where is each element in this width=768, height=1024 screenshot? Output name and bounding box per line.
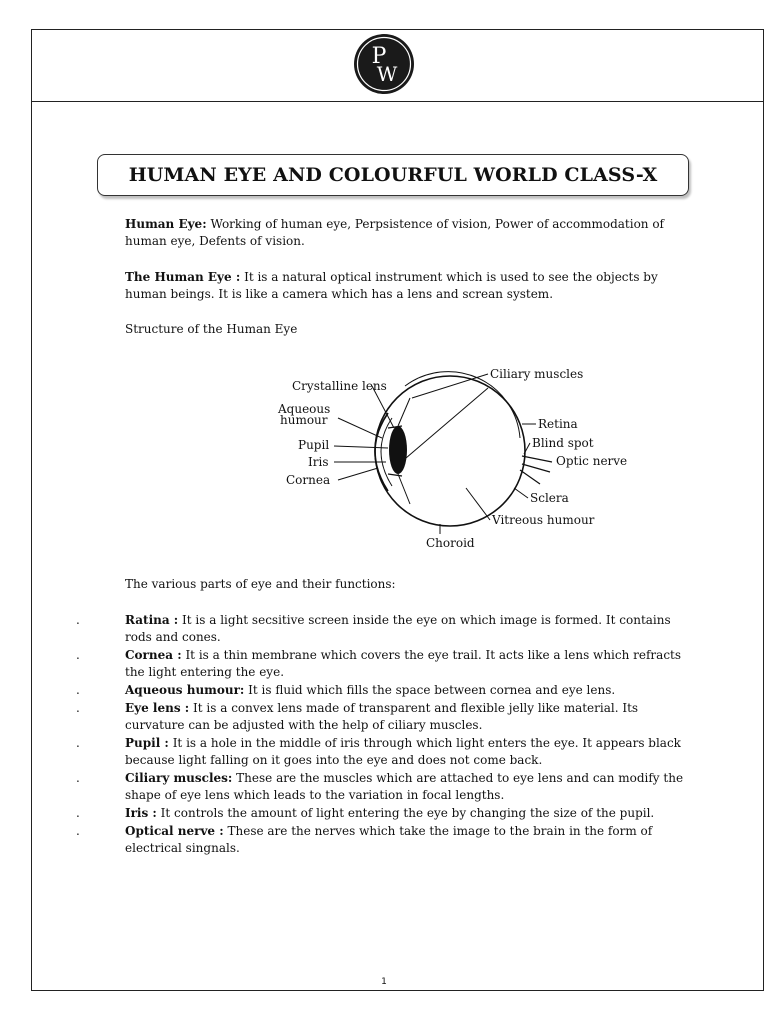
label-vitreous-humour: Vitreous humour (492, 513, 595, 527)
definition-text: It is a natural optical instrument which is used to see the objects by human beings. It is like a camera which has a lens and screan system. (125, 270, 658, 301)
label-pupil: Pupil (298, 438, 330, 452)
label-cornea: Cornea (286, 473, 331, 487)
logo-letter-w: W (376, 62, 398, 86)
list-item: . Eye lens : It is a convex lens made of transparent and flexible jelly like material. Its curvature can be adjusted with the help of ciliary muscles. (76, 701, 639, 732)
label-blind-spot: Blind spot (532, 436, 594, 450)
label-choroid: Choroid (426, 536, 475, 550)
parts-list (66, 612, 696, 858)
label-sclera: Sclera (530, 491, 569, 505)
page-number: 1 (381, 977, 387, 987)
list-item: . Optical nerve : These are the nerves which take the image to the brain in the form of electrical singnals. (76, 824, 653, 855)
intro-text: Working of human eye, Perpsistence of vision, Power of accommodation of human eye, Defents of vision. (125, 217, 665, 248)
title-banner (97, 154, 689, 196)
list-item: . Iris : It controls the amount of light entering the eye by changing the size of the pupil. (76, 806, 655, 820)
definition-paragraph (125, 269, 685, 303)
page-title: HUMAN EYE AND COLOURFUL WORLD CLASS-X (128, 164, 658, 186)
ciliary-upper (398, 398, 410, 426)
iris-bottom (388, 474, 402, 476)
list-item: . Ciliary muscles: These are the muscles which are attached to eye lens and can modify the shape of eye lens which leads to the variation in focal lengths. (76, 771, 684, 802)
light-path-line (406, 388, 488, 458)
eye-diagram (270, 358, 650, 558)
logo-letter-p: P (371, 44, 387, 69)
label-aqueous-1: Aqueous (278, 402, 331, 416)
definition-label: The Human Eye : (125, 270, 241, 284)
list-item: . Aqueous humour: It is fluid which fills the space between cornea and eye lens. (76, 683, 616, 697)
label-iris: Iris (308, 455, 329, 469)
list-item: . Cornea : It is a thin membrane which covers the eye trail. It acts like a lens which refracts the light entering the eye. (76, 648, 682, 679)
structure-heading: Structure of the Human Eye (125, 322, 298, 336)
list-item: . Pupil : It is a hole in the middle of iris through which light enters the eye. It appears black because light falling on it goes into the eye and does not come back. (76, 736, 681, 767)
label-aqueous-2: humour (280, 413, 328, 427)
parts-heading: The various parts of eye and their functions: (125, 577, 396, 591)
label-optic-nerve: Optic nerve (556, 454, 628, 468)
label-retina: Retina (538, 417, 578, 431)
ciliary-lower (398, 474, 410, 504)
label-crystalline-lens: Crystalline lens (292, 379, 387, 393)
pw-logo (353, 33, 415, 95)
list-item: . Ratina : It is a light secsitive screen inside the eye on which image is formed. It contains rods and cones. (76, 613, 671, 644)
intro-label: Human Eye: (125, 217, 207, 231)
crystalline-lens-shape (389, 426, 407, 474)
intro-paragraph (125, 216, 685, 250)
header-divider (31, 101, 764, 102)
label-ciliary-muscles: Ciliary muscles (490, 367, 584, 381)
